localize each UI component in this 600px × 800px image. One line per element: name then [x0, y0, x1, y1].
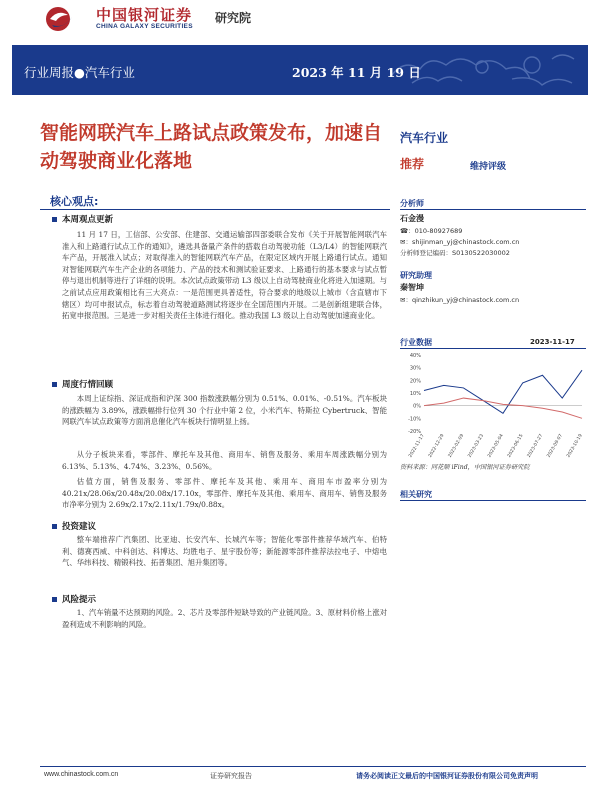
- x-tick-label: 2023-06-15: [507, 433, 525, 459]
- y-tick-label: 10%: [409, 391, 421, 397]
- footer-divider: [40, 766, 586, 767]
- section-paragraph: 11 月 17 日，工信部、公安部、住建部、交通运输部四部委联合发布《关于开展智能网联汽车准入和上路通行试点工作的通知》，遴选具备量产条件的搭载自动驾驶功能（L3/L4）的智能网联汽车产品，开展准入试点；对取得准入的智能网联汽车产品，在限定区域内开展上路通行试点。通知对智能网联汽车生产企业的各项能力、产品的技术和测试验证要求、上路通行的基本要求与试点暂停与退出机制等进行了详细的说明。本次试点政策带动 L3 级以上自动驾驶商业化将进入加速期。与之前试点应用政策相比有三大亮点：一是范围更具普适性，符合要求的地级以上城市（含直辖市下辖区）均可申报试点，标志着自动驾驶道路测试将逐步在全国范围内开展。二是创新组建联合体，拓宽申报范围。三是进一步对相关责任主体进行细化。推动我国 L3 级以上自动驾驶加速商业化。: [62, 230, 387, 321]
- report-date: 2023 年 11 月 19 日: [292, 65, 421, 80]
- analyst-name: 石金漫: [400, 214, 424, 223]
- series-line-0: [424, 370, 582, 413]
- assistant-name: 秦智坤: [400, 283, 424, 292]
- section-paragraph: 估值方面，销售及服务、零部件、摩托车及其他、乘用车、商用车市盈率分别为 40.21x/28.06x/20.48x/20.08x/17.10x，零部件、摩托车及其他、乘用车、商用车、销售及服务市净率分别为 2.69x/2.17x/2.11x/1.79x/0.88x。: [62, 477, 387, 510]
- series-line-1: [424, 398, 582, 418]
- related-heading: 相关研究: [400, 490, 432, 499]
- x-tick-label: 2023-02-09: [447, 433, 466, 459]
- y-tick-label: 20%: [409, 378, 421, 385]
- y-tick-label: -10%: [408, 416, 421, 423]
- assistant-heading: 研究助理: [400, 271, 432, 280]
- bullet-icon: [52, 217, 57, 222]
- logo-dept: 研究院: [215, 11, 252, 25]
- data-date: 2023-11-17: [530, 338, 575, 346]
- section-paragraph: 本周上证综指、深证成指和沪深 300 指数涨跌幅分别为 0.51%、0.01%、-0.51%。汽车板块的涨跌幅为 3.89%，涨跌幅排行位列 30 个行业中第 2 位，小米汽车、特斯拉 Cybertruck、智能网联汽车试点政策等方面消息催化汽车板块行情明显上扬。: [62, 394, 387, 427]
- industry-chart: [400, 349, 586, 459]
- x-tick-label: 2023-09-07: [546, 433, 564, 459]
- analyst-email: ✉：shijinman_yj@chinastock.com.cn: [400, 238, 520, 246]
- x-tick-label: 2022-11-17: [408, 433, 426, 459]
- footer-url: www.chinastock.com.cn: [44, 771, 119, 778]
- x-tick-label: 2023-05-04: [487, 433, 505, 459]
- x-tick-label: 2023-07-27: [526, 433, 545, 459]
- section-heading: 投资建议: [62, 522, 97, 532]
- y-tick-label: -20%: [408, 429, 421, 435]
- section-heading: 本周观点更新: [62, 215, 114, 225]
- divider: [400, 500, 586, 501]
- report-title: 智能网联汽车上路试点政策发布，加速自动驾驶商业化落地: [40, 122, 383, 172]
- section-paragraph: 1、汽车销量不达预期的风险。2、芯片及零部件短缺导致的产业链风险。3、原材料价格上涨对盈利造成不利影响的风险。: [62, 608, 387, 629]
- rating-label: 推荐: [400, 157, 425, 171]
- report-type: 行业周报●汽车行业: [24, 65, 135, 80]
- logo-text-en: CHINA GALAXY SECURITIES: [96, 23, 193, 30]
- x-tick-label: 2022-12-29: [428, 433, 446, 459]
- logo-text-cn: 中国银河证券: [96, 6, 193, 24]
- footer-disclaimer: 请务必阅读正文最后的中国银河证券股份有限公司免责声明: [356, 771, 538, 780]
- key-points-heading: 核心观点:: [50, 195, 99, 208]
- section-heading: 风险提示: [62, 595, 97, 605]
- analyst-cert: 分析师登记编码：S0130522030002: [400, 249, 510, 257]
- industry-label: 汽车行业: [400, 131, 449, 145]
- y-tick-label: 30%: [409, 365, 421, 372]
- y-tick-label: 0%: [413, 403, 421, 410]
- section-paragraph: 整车端推荐广汽集团、比亚迪、长安汽车、长城汽车等；智能化零部件推荐华域汽车、伯特利、德赛西威、中科创达、科博达、均胜电子、星宇股份等；新能源零部件推荐法拉电子、中熔电气、华纬科技、精锻科技、拓普集团、旭升集团等。: [62, 535, 387, 568]
- bullet-icon: [52, 597, 57, 602]
- chart-source: 资料来源：同花顺 iFind，中国银河证券研究院: [400, 464, 530, 471]
- galaxy-logo-icon: [44, 5, 84, 33]
- divider: [40, 209, 390, 210]
- section-heading: 周度行情回顾: [62, 380, 114, 390]
- footer-label: 证券研究报告: [210, 772, 252, 780]
- bullet-icon: [52, 524, 57, 529]
- data-heading: 行业数据: [400, 338, 432, 347]
- x-tick-label: 2023-03-23: [467, 433, 485, 459]
- assistant-email: ✉：qinzhikun_yj@chinastock.com.cn: [400, 296, 520, 304]
- y-tick-label: 40%: [409, 353, 421, 359]
- bullet-icon: [52, 382, 57, 387]
- rating-sub-label: 维持评级: [470, 162, 507, 172]
- divider: [400, 209, 586, 210]
- section-paragraph: 从分子板块来看，零部件、摩托车及其他、商用车、销售及服务、乘用车周涨跌幅分别为 6.13%、5.13%、4.74%、3.23%、0.56%。: [62, 450, 387, 471]
- x-tick-label: 2023-10-19: [566, 433, 584, 459]
- analyst-phone: ☎：010-80927689: [400, 227, 463, 235]
- analyst-heading: 分析师: [400, 199, 424, 208]
